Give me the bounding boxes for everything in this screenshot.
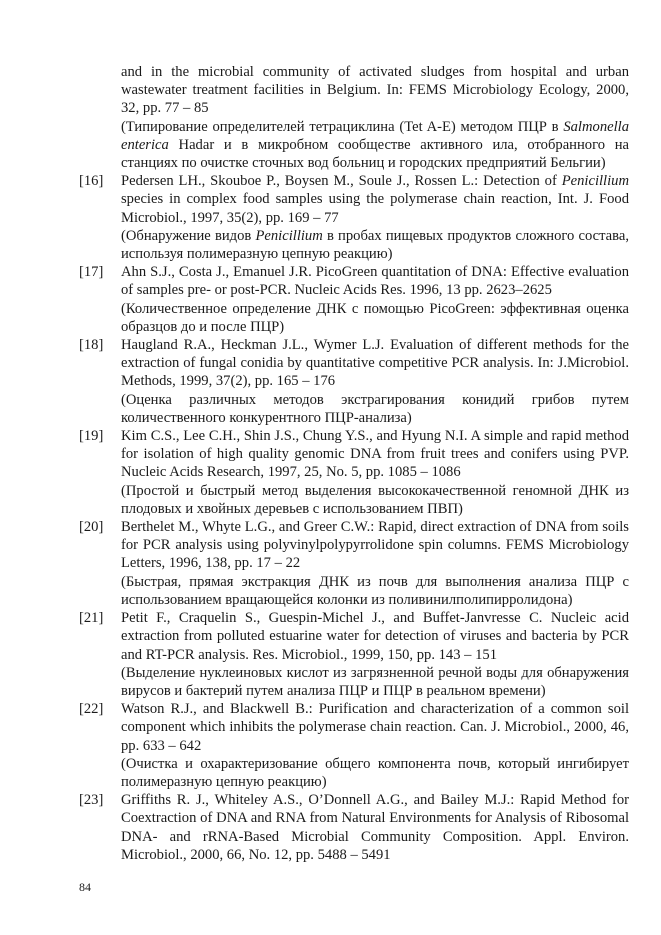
reference-number: [20] [79,519,104,536]
reference-translation-ru: (Обнаружение видов Penicillium в пробах пищевых продуктов сложного состава, используя полимеразную цепную реакцию) [121,227,629,263]
reference-translation-ru: (Быстрая, прямая экстракция ДНК из почв для выполнения анализа ПЦР с использованием вращающейся колонки из поливинилполипирролидона) [121,573,629,608]
reference-19 [79,427,629,482]
reference-18 [79,336,629,391]
reference-translation-ru: (Количественное определение ДНК с помощью PicoGreen: эффективная оценка образцов до и после ПЦР) [121,300,629,335]
reference-citation-en: Watson R.J., and Blackwell B.: Purification and characterization of a common soil component which inhibits the polymerase chain reaction. Can. J. Microbiol., 2000, 46, pp. 633 – 642 [121,701,629,754]
reference-list [79,63,629,864]
species-name: Penicillium [561,173,629,190]
reference-citation-en: Griffiths R. J., Whiteley A.S., O’Donnell A.G., and Bailey M.J.: Rapid Method for Coextraction of DNA and RNA from Natural Environments for Analysis of Ribosomal DNA- and rRNA-Based Microbial Community Composition. Appl. Environ. Microbiol., 2000, 66, No. 12, pp. 5488 – 5491 [121,792,629,863]
reference-number: [18] [79,337,104,354]
reference-20 [79,518,629,573]
reference-number: [21] [79,610,104,627]
reference-citation-en: Ahn S.J., Costa J., Emanuel J.R. PicoGreen quantitation of DNA: Effective evaluation of samples pre- or post-PCR. Nucleic Acids Res. 1996, 13 pp. 2623–2625 [121,264,629,299]
reference-citation-en: Petit F., Craquelin S., Guespin-Michel J., and Buffet-Janvresse C. Nucleic acid extraction from polluted estuarine water for detection of viruses and bacteria by PCR and RT-PCR analysis. Res. Microbiol., 1999, 150, pp. 143 – 151 [121,610,629,663]
reference-translation-ru: (Выделение нуклеиновых кислот из загрязненной речной воды для обнаружения вирусов и бактерий путем анализа ПЦР и ПЦР в реальном времени) [121,664,629,699]
reference-number: [19] [79,428,104,445]
reference-translation-ru: (Оценка различных методов экстрагирования конидий грибов путем количественного конкурентного ПЦР-анализа) [121,391,629,426]
reference-number: [16] [79,173,104,190]
species-name: Penicillium [255,227,323,244]
reference-continued [121,63,629,118]
reference-number: [22] [79,701,104,718]
reference-citation-en: Berthelet M., Whyte L.G., and Greer C.W.: Rapid, direct extraction of DNA from soils for PCR analysis using polyvinylpolypyrrolidone spin columns. FEMS Microbiology Letters, 1996, 138, pp. 17 – 22 [121,519,629,572]
reference-citation-en: and in the microbial community of activated sludges from hospital and urban wastewater treatment facilities in Belgium. In: FEMS Microbiology Ecology, 2000, 32, pp. 77 – 85 [121,64,629,117]
reference-23 [79,791,629,864]
reference-22 [79,700,629,755]
reference-number: [23] [79,792,104,809]
reference-16: [16] Pedersen LH., Skouboe P., Boysen M., Soule J., Rossen L.: Detection of Penicillium species in complex food samples using the polymerase chain reaction, Int. J. Food Microbiol., 1997, 35(2), pp. 169 – 77 [79,173,629,226]
reference-17 [79,263,629,299]
reference-translation-ru: (Типирование определителей тетрациклина (Tet A-E) методом ПЦР в Salmonella enterica Hadar и в микробном сообществе активного ила, отобранного на станциях по очистке сточных вод больниц и городских предприятий Бельгии) [121,118,629,172]
reference-21 [79,609,629,664]
reference-citation-en: Kim C.S., Lee C.H., Shin J.S., Chung Y.S., and Hyung N.I. A simple and rapid method for isolation of high quality genomic DNA from fruit trees and conifers using PVP. Nucleic Acids Research, 1997, 25, No. 5, pp. 1085 – 1086 [121,428,629,481]
reference-translation-ru: (Очистка и охарактеризование общего компонента почв, который ингибирует полимеразную цепную реакцию) [121,755,629,790]
page-number: 84 [79,880,91,894]
species-name: Salmonella enterica [121,118,629,153]
reference-citation-en: Haugland R.A., Heckman J.L., Wymer L.J. Evaluation of different methods for the extraction of fungal conidia by quantitative competitive PCR analysis. In: J.Microbiol. Methods, 1999, 37(2), pp. 165 – 176 [121,337,629,390]
reference-number: [17] [79,264,104,281]
reference-translation-ru: (Простой и быстрый метод выделения высококачественной геномной ДНК из плодовых и хвойных деревьев с использованием ПВП) [121,482,629,517]
